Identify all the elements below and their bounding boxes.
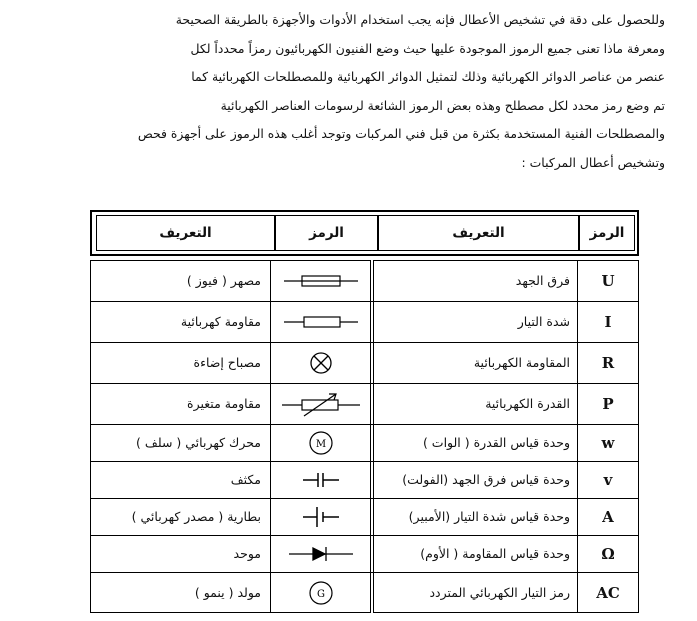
symbols-table: [90, 210, 639, 613]
definition-cell: وحدة قياس فرق الجهد (الفولت): [402, 472, 570, 487]
intro-line: ومعرفة ماذا تعنى جميع الرموز الموجودة عليها حيث وضع الفنيون الكهربائيون رمزاً محدداً لكل: [190, 40, 665, 56]
definition-cell: شدة التيار: [517, 314, 570, 329]
definition-cell: رمز التيار الكهربائي المتردد: [429, 585, 570, 600]
definition-cell: مقاومة كهربائية: [180, 314, 261, 329]
header-right-symbol: الرمز: [579, 215, 635, 251]
header-right-definition: التعريف: [378, 215, 579, 251]
fuse-icon: [270, 260, 371, 301]
capacitor-icon: [270, 461, 371, 498]
definition-cell: مكثف: [230, 472, 261, 487]
intro-line: عنصر من عناصر الدوائر الكهربائية وذلك لتمثيل الدوائر الكهربائية وللمصطلحات الكهربائية كما: [191, 69, 665, 85]
symbol-cell: v: [603, 470, 613, 489]
definition-cell: محرك كهربائي ( سلف ): [136, 435, 261, 450]
header-left-definition: التعريف: [96, 215, 275, 251]
symbol-cell: U: [601, 271, 615, 290]
resistor-icon: [270, 301, 371, 342]
definition-cell: بطارية ( مصدر كهربائي ): [131, 509, 261, 524]
definition-cell: وحدة قياس المقاومة ( الأوم): [420, 546, 570, 561]
generator-icon: [270, 572, 371, 613]
variable-resistor-icon: [270, 383, 371, 424]
definition-cell: فرق الجهد: [515, 273, 570, 288]
symbol-cell: I: [604, 312, 612, 331]
definition-cell: مولد ( ينمو ): [194, 585, 261, 600]
intro-paragraph: [80, 6, 665, 178]
header-left-symbol: الرمز: [275, 215, 378, 251]
battery-icon: [270, 498, 371, 535]
symbol-cell: P: [602, 394, 614, 413]
table-header: [90, 210, 639, 256]
intro-line: وللحصول على دقة في تشخيص الأعطال فإنه يجب استخدام الأدوات والأجهزة بالطريقة الصحيحة: [175, 12, 665, 27]
lamp-icon: [270, 342, 371, 383]
symbol-cell: Ω: [601, 544, 615, 563]
diode-icon: [270, 535, 371, 572]
symbol-cell: A: [602, 507, 614, 526]
definition-cell: القدرة الكهربائية: [485, 396, 570, 411]
definition-cell: وحدة قياس شدة التيار (الأمبير): [408, 509, 570, 524]
definition-cell: موحد: [233, 546, 261, 561]
symbol-cell: w: [601, 433, 615, 452]
motor-icon: [270, 424, 371, 461]
definition-cell: وحدة قياس القدرة ( الوات ): [422, 435, 570, 450]
definition-cell: مصهر ( فيوز ): [186, 273, 261, 288]
intro-line: تم وضع رمز محدد لكل مصطلح وهذه بعض الرموز الشائعة لرسومات العناصر الكهربائية: [220, 97, 665, 113]
definition-cell: المقاومة الكهربائية: [473, 355, 570, 370]
intro-line: والمصطلحات الفنية المستخدمة بكثرة من قبل فني المركبات وتوجد أغلب هذه الرموز على أجهزة فحص: [137, 126, 665, 142]
motor-label: M: [315, 438, 326, 450]
symbol-cell: AC: [596, 583, 620, 602]
intro-line: وتشخيص أعطال المركبات :: [521, 154, 665, 170]
symbol-cell: R: [601, 353, 615, 372]
generator-label: G: [316, 588, 325, 600]
definition-cell: مصباح إضاءة: [193, 355, 261, 370]
definition-cell: مقاومة متغيرة: [187, 396, 261, 411]
